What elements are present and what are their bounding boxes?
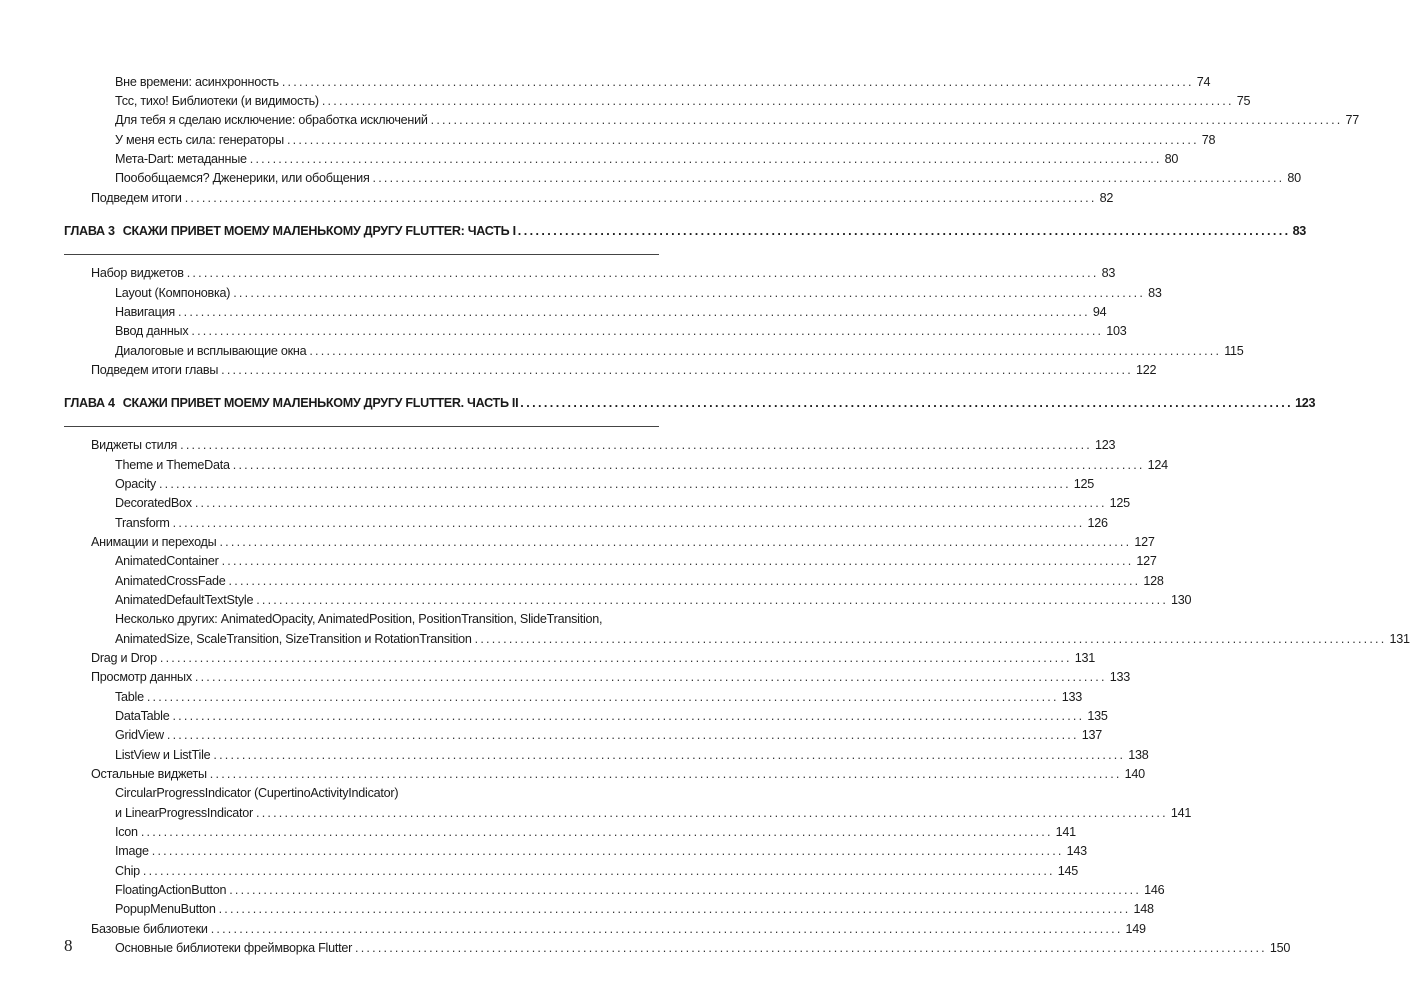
entry-title: Table bbox=[115, 689, 144, 704]
dot-leader: ................................................................................................................................................................ bbox=[172, 709, 1085, 724]
entry-title: Подведем итоги bbox=[91, 190, 182, 205]
entry-page: 133 bbox=[1109, 670, 1130, 685]
toc-entry[interactable] bbox=[91, 841, 1087, 860]
entry-title: Chip bbox=[115, 863, 140, 878]
toc-entry[interactable] bbox=[91, 918, 1146, 937]
entry-title: DataTable bbox=[115, 709, 170, 724]
toc-entry[interactable] bbox=[91, 262, 1116, 281]
dot-leader: ................................................................................................................................................................ bbox=[372, 171, 1285, 186]
dot-leader: ................................................................................................................................................................ bbox=[221, 554, 1134, 569]
dot-leader: ................................................................................................................................................................ bbox=[228, 573, 1141, 588]
entry-page: 145 bbox=[1057, 863, 1079, 878]
dot-leader: ................................................................................................................................................................ bbox=[474, 631, 1387, 646]
entry-title: AnimatedContainer bbox=[115, 554, 219, 569]
entry-page: 115 bbox=[1224, 343, 1244, 358]
entry-page: 150 bbox=[1269, 941, 1291, 956]
entry-page: 135 bbox=[1087, 709, 1108, 724]
dot-leader: ................................................................................................................................... bbox=[520, 396, 1294, 411]
entry-title: Виджеты стиля bbox=[91, 438, 178, 453]
toc-entry[interactable] bbox=[91, 899, 1154, 918]
toc-entry[interactable] bbox=[91, 187, 1114, 206]
toc-entry[interactable] bbox=[91, 705, 1108, 724]
dot-leader: ................................................................................................................................................................ bbox=[256, 592, 1169, 607]
entry-title: Theme и ThemeData bbox=[115, 457, 230, 472]
entry-title: Image bbox=[115, 844, 149, 859]
entry-title: Анимации и переходы bbox=[91, 534, 217, 549]
dot-leader: ................................................................................................................................................................ bbox=[151, 844, 1064, 859]
toc-entry[interactable] bbox=[91, 589, 1192, 608]
dot-leader: ................................................................................................................................................................ bbox=[166, 728, 1079, 743]
toc-entry[interactable] bbox=[91, 512, 1108, 531]
toc-entry[interactable] bbox=[91, 320, 1127, 339]
entry-page: 137 bbox=[1081, 728, 1102, 743]
entry-page: 141 bbox=[1055, 825, 1076, 840]
toc-entry[interactable] bbox=[91, 359, 1157, 378]
entry-title: Базовые библиотеки bbox=[91, 921, 208, 936]
dot-leader: ................................................................................................................................................................ bbox=[430, 113, 1343, 128]
toc-entry[interactable] bbox=[91, 551, 1157, 570]
toc-entry[interactable] bbox=[91, 90, 1251, 109]
dot-leader: ................................................................................................................................................................ bbox=[158, 476, 1071, 491]
entry-page: 82 bbox=[1099, 190, 1114, 205]
entry-title: CircularProgressIndicator (CupertinoActivityIndicator) bbox=[115, 786, 399, 801]
chapter-heading[interactable] bbox=[64, 219, 1306, 243]
dot-leader: ................................................................................................................................................................ bbox=[213, 747, 1126, 762]
toc-entry[interactable] bbox=[91, 879, 1165, 898]
entry-page: 131 bbox=[1074, 651, 1095, 665]
toc-entry[interactable] bbox=[91, 667, 1130, 686]
entry-page: 124 bbox=[1147, 457, 1168, 472]
entry-page: 122 bbox=[1135, 362, 1157, 377]
entry-title: PopupMenuButton bbox=[115, 902, 216, 917]
entry-page: 141 bbox=[1170, 805, 1192, 820]
entry-title: AnimatedSize, ScaleTransition, SizeTransition и RotationTransition bbox=[115, 631, 472, 646]
entry-page: 131 bbox=[1389, 631, 1410, 646]
entry-title: Layout (Компоновка) bbox=[115, 285, 231, 300]
toc-entry[interactable] bbox=[91, 647, 1095, 666]
entry-page: 103 bbox=[1106, 324, 1127, 339]
entry-page: 126 bbox=[1087, 515, 1108, 530]
entry-title: AnimatedCrossFade bbox=[115, 573, 226, 588]
toc-entry[interactable] bbox=[91, 686, 1082, 705]
chapter-title: СКАЖИ ПРИВЕТ МОЕМУ МАЛЕНЬКОМУ ДРУГУ FLUTTER: ЧАСТЬ I bbox=[122, 224, 516, 239]
dot-leader: ................................................................................................................................................................ bbox=[159, 651, 1072, 665]
entry-page: 133 bbox=[1061, 689, 1082, 704]
toc-entry[interactable] bbox=[91, 763, 1145, 782]
toc-entry[interactable] bbox=[91, 531, 1155, 550]
entry-page: 149 bbox=[1125, 921, 1146, 936]
toc-entry[interactable] bbox=[91, 821, 1076, 840]
entry-page: 125 bbox=[1073, 476, 1095, 491]
dot-leader: ................................................................................................................................................................ bbox=[191, 324, 1104, 339]
toc-entry[interactable] bbox=[91, 860, 1079, 879]
entry-title: Drag и Drop bbox=[91, 651, 157, 665]
dot-leader: ................................................................................................................................................................ bbox=[186, 266, 1099, 281]
toc-entry[interactable] bbox=[91, 301, 1107, 320]
toc-entry[interactable] bbox=[91, 628, 1410, 647]
toc-group bbox=[91, 71, 1360, 206]
entry-page: 130 bbox=[1171, 592, 1192, 607]
dot-leader: ................................................................................................................................................................ bbox=[249, 152, 1162, 167]
toc-entry[interactable] bbox=[91, 783, 659, 802]
entry-page: 75 bbox=[1236, 94, 1251, 109]
chapter-label: ГЛАВА 4 bbox=[64, 396, 115, 411]
toc-entry[interactable] bbox=[91, 148, 1179, 167]
toc-entry[interactable] bbox=[91, 282, 1162, 301]
entry-title: У меня есть сила: генераторы bbox=[115, 132, 284, 147]
toc-entry[interactable] bbox=[91, 110, 1360, 129]
chapter-page: 123 bbox=[1295, 396, 1316, 411]
entry-page: 127 bbox=[1134, 534, 1155, 549]
toc-entry[interactable] bbox=[91, 744, 1149, 763]
dot-leader: ................................................................................................................................................................ bbox=[177, 304, 1090, 319]
toc-entry[interactable] bbox=[91, 129, 1216, 148]
entry-title: Opacity bbox=[115, 476, 156, 491]
entry-title: Icon bbox=[115, 825, 138, 840]
entry-page: 74 bbox=[1196, 74, 1211, 89]
entry-page: 146 bbox=[1144, 883, 1165, 898]
chapter-heading[interactable] bbox=[64, 391, 1316, 415]
entry-title: Несколько других: AnimatedOpacity, AnimatedPosition, PositionTransition, SlideTransition, bbox=[115, 612, 603, 627]
entry-title: и LinearProgressIndicator bbox=[115, 805, 253, 820]
dot-leader: ................................................................................................................................................................ bbox=[229, 883, 1142, 898]
toc-entry[interactable] bbox=[91, 937, 1291, 956]
entry-title: Диалоговые и всплывающие окна bbox=[115, 343, 307, 358]
dot-leader: ................................................................................................................................................................ bbox=[281, 74, 1194, 89]
toc-entry[interactable] bbox=[91, 725, 1102, 744]
toc-entry[interactable] bbox=[91, 340, 1244, 359]
entry-title: DecoratedBox bbox=[115, 496, 192, 511]
entry-title: AnimatedDefaultTextStyle bbox=[115, 592, 254, 607]
entry-page: 143 bbox=[1066, 844, 1087, 859]
entry-title: Transform bbox=[115, 515, 170, 530]
dot-leader: ................................................................................................................................................................ bbox=[209, 767, 1122, 782]
toc-entry[interactable] bbox=[91, 168, 1301, 187]
toc-entry[interactable] bbox=[91, 609, 659, 628]
entry-title: Мета-Dart: метаданные bbox=[115, 152, 247, 167]
dot-leader: ................................................................................................................................................................ bbox=[218, 902, 1131, 917]
dot-leader: ................................................................................................................................................................ bbox=[232, 457, 1145, 472]
dot-leader: ................................................................................................................................................................ bbox=[286, 132, 1199, 147]
dot-leader: ................................................................................................................................................................ bbox=[172, 515, 1085, 530]
toc-entry[interactable] bbox=[91, 434, 1116, 453]
page-number: 8 bbox=[64, 936, 73, 955]
dot-leader: ................................................................................................................................................................ bbox=[321, 94, 1234, 109]
entry-page: 128 bbox=[1143, 573, 1164, 588]
dot-leader: ................................................................................................................................... bbox=[517, 224, 1291, 239]
dot-leader: ................................................................................................................................................................ bbox=[221, 362, 1133, 377]
dot-leader: ................................................................................................................................................................ bbox=[194, 496, 1107, 511]
dot-leader: ................................................................................................................................................................ bbox=[210, 921, 1123, 936]
chapter-title: СКАЖИ ПРИВЕТ МОЕМУ МАЛЕНЬКОМУ ДРУГУ FLUTTER. ЧАСТЬ II bbox=[122, 396, 519, 411]
entry-title: FloatingActionButton bbox=[115, 883, 227, 898]
entry-page: 83 bbox=[1101, 266, 1116, 281]
dot-leader: ................................................................................................................................................................ bbox=[256, 805, 1168, 820]
dot-leader: ................................................................................................................................................................ bbox=[233, 285, 1146, 300]
entry-page: 80 bbox=[1287, 171, 1301, 186]
entry-page: 127 bbox=[1136, 554, 1157, 569]
entry-title: Навигация bbox=[115, 304, 175, 319]
chapter-page: 83 bbox=[1292, 224, 1306, 239]
dot-leader: ................................................................................................................................................................ bbox=[180, 438, 1092, 453]
entry-page: 148 bbox=[1133, 902, 1154, 917]
entry-title: Для тебя я сделаю исключение: обработка исключений bbox=[115, 113, 428, 128]
entry-title: Ввод данных bbox=[115, 324, 189, 339]
dot-leader: ................................................................................................................................................................ bbox=[309, 343, 1222, 358]
toc-entry[interactable] bbox=[91, 570, 1164, 589]
entry-title: GridView bbox=[115, 728, 164, 743]
toc-group bbox=[91, 262, 1244, 378]
entry-page: 80 bbox=[1164, 152, 1179, 167]
dot-leader: ................................................................................................................................................................ bbox=[194, 670, 1107, 685]
entry-title: Тсс, тихо! Библиотеки (и видимость) bbox=[115, 94, 319, 109]
entry-page: 78 bbox=[1201, 132, 1216, 147]
entry-page: 94 bbox=[1092, 304, 1107, 319]
entry-title: Просмотр данных bbox=[91, 670, 192, 685]
dot-leader: ................................................................................................................................................................ bbox=[142, 863, 1055, 878]
entry-title: Набор виджетов bbox=[91, 266, 184, 281]
toc-entry[interactable] bbox=[91, 71, 1211, 90]
chapter-label: ГЛАВА 3 bbox=[64, 224, 115, 239]
toc-entry[interactable] bbox=[91, 473, 1095, 492]
dot-leader: ................................................................................................................................................................ bbox=[140, 825, 1053, 840]
dot-leader: ................................................................................................................................................................ bbox=[184, 190, 1097, 205]
entry-title: Вне времени: асинхронность bbox=[115, 74, 279, 89]
entry-page: 77 bbox=[1345, 113, 1360, 128]
toc-entry[interactable] bbox=[91, 802, 1192, 821]
entry-page: 83 bbox=[1148, 285, 1162, 300]
entry-title: ListView и ListTile bbox=[115, 747, 211, 762]
dot-leader: ................................................................................................................................................................ bbox=[355, 941, 1267, 956]
dot-leader: ................................................................................................................................................................ bbox=[146, 689, 1059, 704]
toc-entry[interactable] bbox=[91, 454, 1168, 473]
entry-title: Пообобщаемся? Дженерики, или обобщения bbox=[115, 171, 370, 186]
entry-page: 125 bbox=[1109, 496, 1130, 511]
entry-title: Остальные виджеты bbox=[91, 767, 207, 782]
entry-page: 123 bbox=[1094, 438, 1116, 453]
toc-entry[interactable] bbox=[91, 493, 1130, 512]
dot-leader: ................................................................................................................................................................ bbox=[219, 534, 1132, 549]
entry-title: Основные библиотеки фреймворка Flutter bbox=[115, 941, 353, 956]
entry-title: Подведем итоги главы bbox=[91, 362, 219, 377]
entry-page: 140 bbox=[1124, 767, 1145, 782]
table-of-contents bbox=[64, 71, 1410, 957]
entry-page: 138 bbox=[1128, 747, 1149, 762]
toc-group bbox=[91, 434, 1410, 956]
